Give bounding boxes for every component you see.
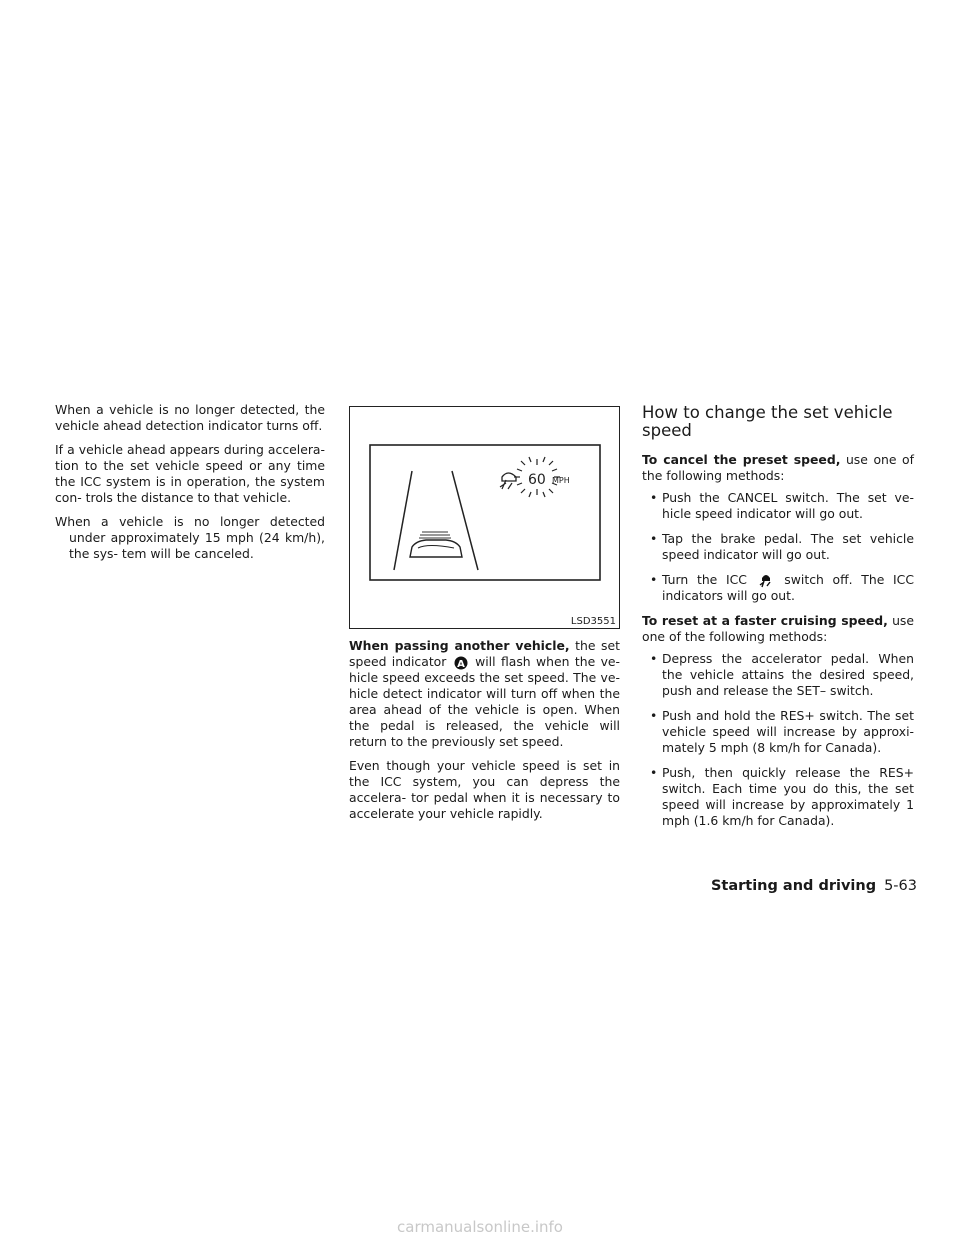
display-illustration xyxy=(349,406,620,629)
lead-text: When passing another vehicle, xyxy=(349,638,570,653)
paragraph xyxy=(642,452,914,484)
text: use one of the following methods: xyxy=(642,613,915,644)
icc-display-drawing xyxy=(350,407,619,628)
middle-column xyxy=(349,406,620,830)
speed-unit: MPH xyxy=(552,476,570,485)
list-item: • Tap the brake pedal. The set vehicle speed indicator will go out. xyxy=(650,531,914,562)
list-item: • Push the CANCEL switch. The set ve- hicle speed indicator will go out. xyxy=(650,490,914,521)
list-item: • Push, then quickly release the RES+ switch. Each time you do this, the set speed will increase by approximately 1 mph (1.6 km/h for Canada). xyxy=(650,765,914,828)
paragraph xyxy=(349,638,620,750)
text: the set speed indicator xyxy=(349,638,620,669)
paragraph: When a vehicle is no longer detected under approximately 15 mph (24 km/h), the sys- tem will be canceled. xyxy=(55,514,325,561)
section-name: Starting and driving xyxy=(710,878,877,894)
paragraph: When a vehicle is no longer detected, the vehicle ahead detection indicator turns off. xyxy=(55,402,325,433)
icc-switch-icon xyxy=(758,572,774,588)
page-number: 5-63 xyxy=(884,878,917,894)
paragraph: If a vehicle ahead appears during accelera- tion to the set vehicle speed or any time the ICC system is in operation, the system con- trols the distance to that vehicle. xyxy=(55,442,325,505)
set-speed-value: 60 xyxy=(528,472,546,488)
figure-code: LSD3551 xyxy=(570,616,616,627)
list-item: • Depress the accelerator pedal. When the vehicle attains the desired speed, push and release the SET– switch. xyxy=(650,651,914,698)
reset-methods-list xyxy=(642,651,914,829)
list-item: • Turn the ICC switch off. The ICC indicators will go out. xyxy=(650,572,914,603)
right-column xyxy=(642,404,914,838)
watermark: carmanualsonline.info xyxy=(397,1218,563,1236)
lead-text: To cancel the preset speed, xyxy=(642,452,841,467)
paragraph xyxy=(642,613,914,645)
cancel-methods-list xyxy=(642,490,914,604)
list-item: • Push and hold the RES+ switch. The set vehicle speed will increase by approxi- mately 5 mph (8 km/h for Canada). xyxy=(650,708,914,755)
callout-a-icon xyxy=(454,656,468,670)
page-footer xyxy=(711,877,917,895)
left-column xyxy=(55,402,325,570)
lead-text: To reset at a faster cruising speed, xyxy=(642,613,888,628)
text: use one of the following methods: xyxy=(642,452,914,483)
vehicle-ahead-icon xyxy=(500,473,516,489)
text: will flash when the ve- hicle speed exceeds the set speed. The ve- hicle detect indicator will turn off when the area ahead of the vehicle is open. When the pedal is released, the vehicle will return to the previously set speed. xyxy=(349,654,620,749)
svg-text:A: A xyxy=(456,659,465,670)
section-heading: How to change the set vehicle speed xyxy=(642,403,893,440)
paragraph: Even though your vehicle speed is set in the ICC system, you can depress the accelera- tor pedal when it is necessary to accelerate your vehicle rapidly. xyxy=(349,758,620,821)
